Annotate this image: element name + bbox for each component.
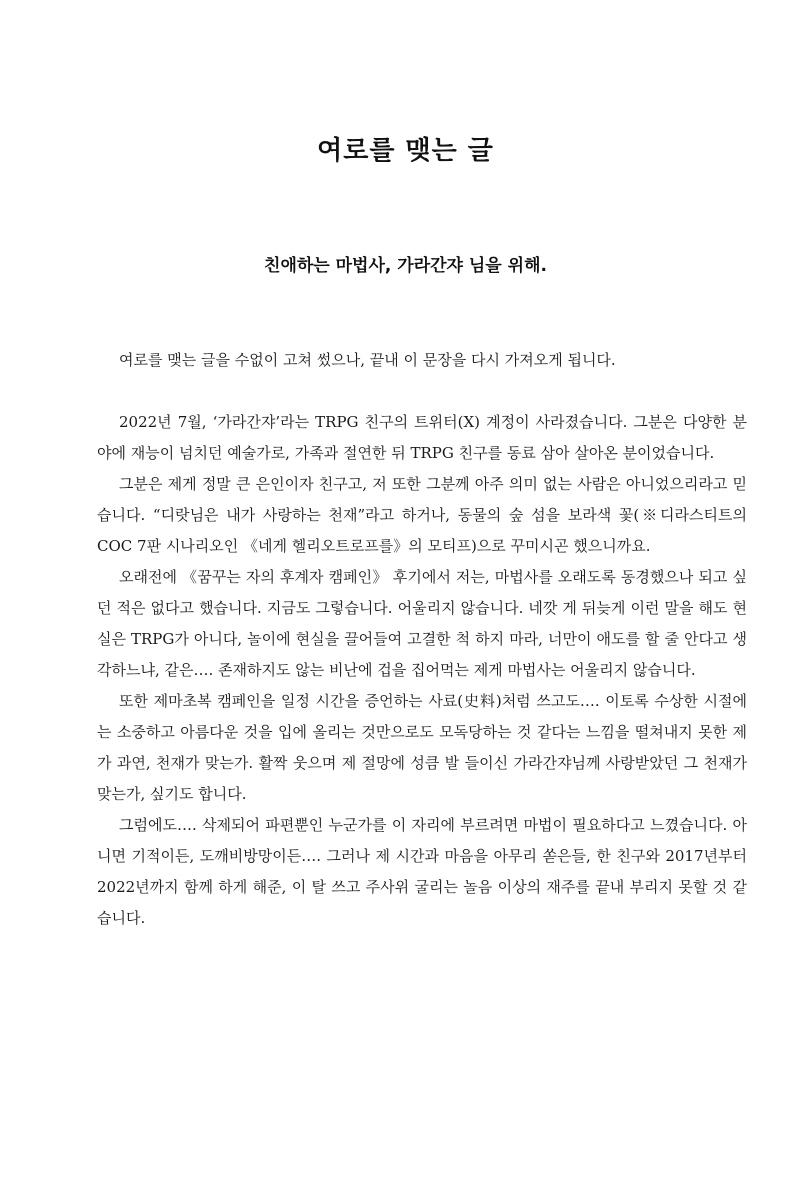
paragraph: 또한 제마초복 캠페인을 일정 시간을 증언하는 사료(史料)처럼 쓰고도…. 이토록 수상한 시절에는 소중하고 아름다운 것을 입에 올리는 것만으로도 모독당하는 것 같다는 느낌을 떨쳐내지 못한 제가 과연, 천재가 맞는가. 활짝 웃으며 제 절망에 성큼 발 들이신 가라간쟈님께 사랑받았던 그 천재가 맞는가, 싶기도 합니다. [97,692,747,803]
page-title: 여로를 맺는 글 [317,136,494,166]
dedication: 친애하는 마법사, 가라간쟈 님을 위해. [264,256,547,276]
paragraph-intro: 여로를 맺는 글을 수없이 고쳐 썼으나, 끝내 이 문장을 다시 가져오게 됩니다. [119,351,616,369]
paragraph: 2022년 7월, ‘가라간쟈’라는 TRPG 친구의 트위터(X) 계정이 사라졌습니다. 그분은 다양한 분야에 재능이 넘치던 예술가로, 가족과 절연한 뒤 TRPG 친구를 동료 삼아 살아온 분이었습니다. [97,413,747,462]
body-text [97,345,747,934]
paragraph: 그럼에도…. 삭제되어 파편뿐인 누군가를 이 자리에 부르려면 마법이 필요하다고 느꼈습니다. 아니면 기적이든, 도깨비방망이든…. 그러나 제 시간과 마음을 아무리 쏟은들, 한 친구와 2017년부터 2022년까지 함께 하게 해준, 이 탈 쓰고 주사위 굴리는 놀음 이상의 재주를 끝내 부리지 못할 것 같습니다. [97,816,747,927]
paragraph: 그분은 제게 정말 큰 은인이자 친구고, 저 또한 그분께 아주 의미 없는 사람은 아니었으리라고 믿습니다. “디랏님은 내가 사랑하는 천재”라고 하거나, 동물의 숲 섬을 보라색 꽃(※디라스티트의 COC 7판 시나리오인 《네게 헬리오트로프를》의 모티프)으로 꾸미시곤 했으니까요. [97,475,747,555]
paragraph: 오래전에 《꿈꾸는 자의 후계자 캠페인》 후기에서 저는, 마법사를 오래도록 동경했으나 되고 싶던 적은 없다고 했습니다. 지금도 그렇습니다. 어울리지 않습니다. 네깟 게 뒤늦게 이런 말을 해도 현실은 TRPG가 아니다, 놀이에 현실을 끌어들여 고결한 척 하지 마라, 너만이 애도를 할 줄 안다고 생각하느냐, 같은…. 존재하지도 않는 비난에 겁을 집어먹는 제게 마법사는 어울리지 않습니다. [97,568,747,679]
